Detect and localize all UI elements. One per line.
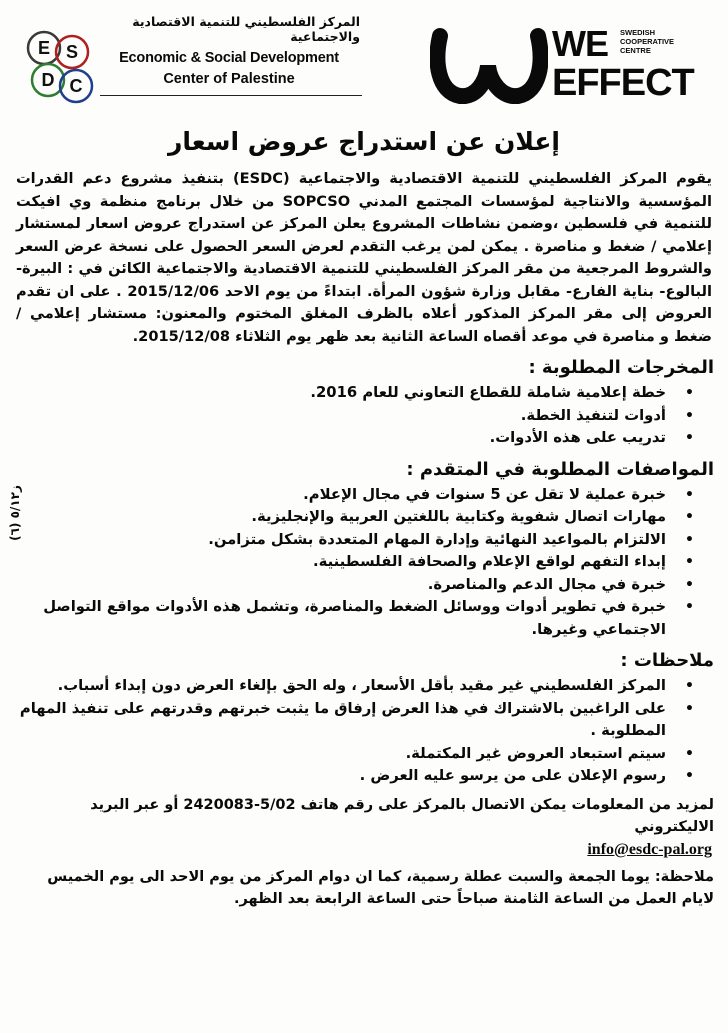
esdc-letter-s: S (65, 42, 79, 62)
requirements-list (14, 484, 714, 642)
list-item: • المركز الفلسطيني غير مقيد بأقل الأسعار ، وله الحق بإلغاء العرض دون إبداء أسباب. (14, 675, 666, 698)
esdc-english-name-line1: Economic & Social Development (119, 50, 339, 66)
we-effect-tagline (620, 28, 674, 55)
list-item: • خبرة في مجال الدعم والمناصرة. (14, 574, 666, 597)
side-reference-text: ز٥/١٢ (٦) (8, 485, 22, 541)
esdc-letter-c: C (69, 76, 83, 96)
we-effect-tagline-line2: COOPERATIVE (620, 37, 675, 46)
list-item: • خبرة عملية لا تقل عن 5 سنوات في مجال الإعلام. (14, 484, 666, 507)
intro-paragraph (14, 168, 714, 348)
we-effect-tagline-line1: SWEDISH (620, 28, 656, 37)
list-item: • خطة إعلامية شاملة للقطاع التعاوني للعام 2016. (14, 382, 666, 405)
footer-note: ملاحظة: يوما الجمعة والسبت عطلة رسمية، كما ان دوام المركز من يوم الاحد الى يوم الخميس لايام العمل من الساعة الثامنة صباحاً حتى الساعة الرابعة بعد الظهر. (47, 868, 714, 907)
esdc-arabic-name: المركز الفلسطيني للتنمية الاقتصادية والاجتماعية (132, 14, 360, 44)
side-reference-code (4, 468, 26, 558)
we-effect-word-we: WE (552, 23, 608, 64)
we-effect-tagline-line3: CENTRE (620, 46, 651, 55)
notes-heading: ملاحظات : (620, 650, 714, 671)
esdc-logo (22, 6, 362, 116)
notes-list (14, 675, 714, 788)
esdc-underline (100, 95, 362, 96)
esdc-english-name-line2: Center of Palestine (163, 71, 295, 87)
esdc-letter-d: D (41, 70, 55, 90)
esdc-letters-logo (22, 18, 96, 114)
list-item: • مهارات اتصال شفوية وكتابية باللغتين العربية والإنجليزية. (14, 506, 666, 529)
we-effect-word-effect: EFFECT (552, 62, 694, 104)
list-item: • على الراغبين بالاشتراك في هذا العرض إرفاق ما يثبت خبرتهم وقدرتهم على تنفيذ المهام المطلوبة . (14, 698, 666, 743)
list-item: • رسوم الإعلان على من يرسو عليه العرض . (14, 765, 666, 788)
list-item: • إبداء التفهم لواقع الإعلام والصحافة الفلسطينية. (14, 551, 666, 574)
list-item: • خبرة في تطوير أدوات ووسائل الضغط والمناصرة، وتشمل هذه الأدوات مواقع التواصل الاجتماعي وغيرها. (14, 596, 666, 641)
intro-text: يقوم المركز الفلسطيني للتنمية الاقتصادية والاجتماعية (ESDC) بتنفيذ مشروع دعم القدرات المؤسسية والانتاجية لمؤسسات المجتمع المدني SOPCSO من خلال برنامج منظمة وي افيكت للتنمية في فلسطين ،وضمن نشاطات المشروع يعلن المركز عن استدراج عروض اسعار لمستشار إعلامي / ضغط و مناصرة . يمكن لمن يرغب التقدم لعرض السعر الحصول على نسخة عرض السعر والشروط المرجعية من مقر المركز الفلسطيني للتنمية الاقتصادية والاجتماعية الكائن في : البيرة-البالوع- بناية الفارع- مقابل وزارة شؤون المرأة. ابتداءً من يوم الاحد 2015/12/06 . على ان تقدم العروض إلى مقر المركز المذكور أعلاه بالظرف المغلق المختوم والمعنون: مستشار إعلامي / ضغط و مناصرة في موعد أقصاه الساعة الثانية بعد ظهر يوم الثلاثاء 2015/12/08. (16, 170, 713, 345)
list-item: • الالتزام بالمواعيد النهائية وإدارة المهام المتعددة بشكل متزامن. (14, 529, 666, 552)
outputs-list (14, 382, 714, 450)
contact-text: لمزيد من المعلومات يمكن الاتصال بالمركز على رقم هاتف 5/02-2420083 أو عبر البريد الاليكتروني (90, 796, 714, 835)
list-item: • تدريب على هذه الأدوات. (14, 427, 666, 450)
contact-email-link[interactable]: info@esdc-pal.org (587, 840, 712, 858)
contact-info (14, 794, 714, 862)
outputs-heading: المخرجات المطلوبة : (528, 357, 714, 378)
requirements-heading: المواصفات المطلوبة في المتقدم : (406, 458, 714, 480)
announcement-title: إعلان عن استدراج عروض اسعار (168, 127, 560, 156)
header (14, 0, 714, 122)
we-effect-logo (430, 22, 700, 112)
esdc-letter-e: E (37, 38, 51, 58)
list-item: • أدوات لتنفيذ الخطة. (14, 405, 666, 428)
list-item: • سيتم استبعاد العروض غير المكتملة. (14, 743, 666, 766)
we-effect-mark-icon (430, 22, 548, 104)
